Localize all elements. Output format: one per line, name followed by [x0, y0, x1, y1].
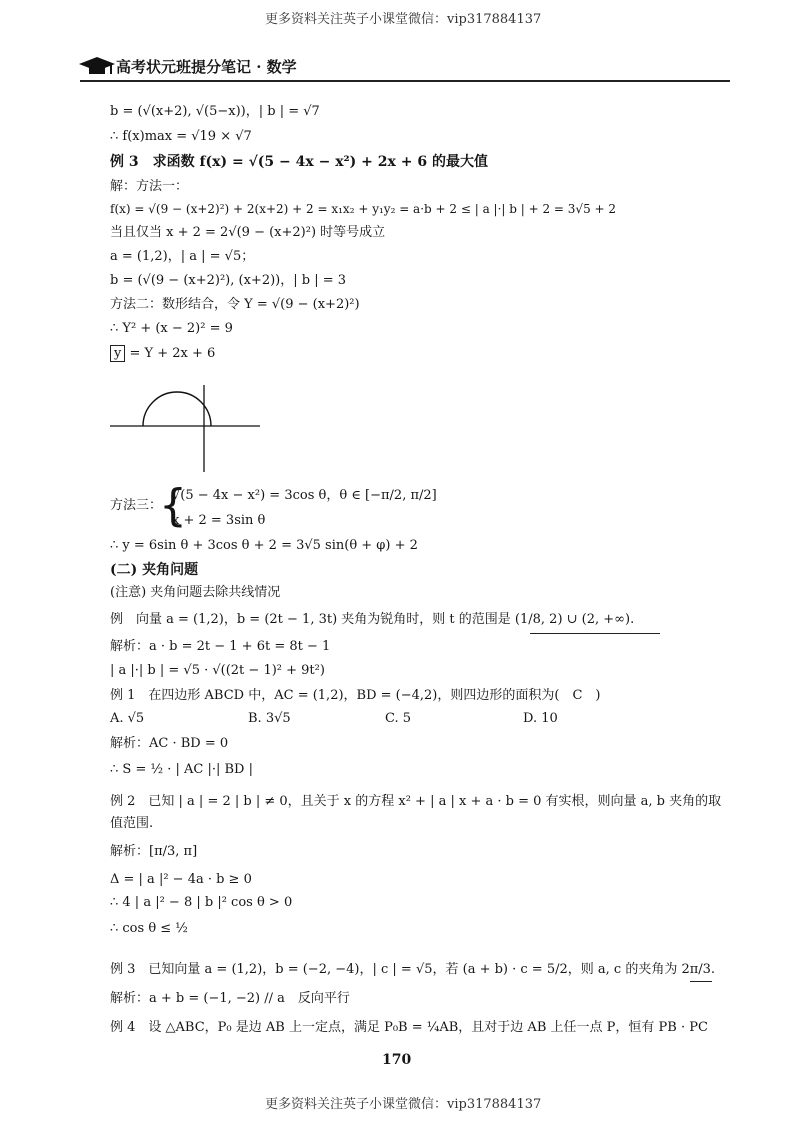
line-4: f(x) = √(9 − (x+2)²) + 2(x+2) + 2 = x₁x₂ + y₁y₂ = a·b + 2 ≤ | a |·| b | + 2 = 3√5 + 2 — [110, 202, 617, 216]
header-rule — [80, 80, 730, 82]
answer-underline-2 — [690, 981, 712, 982]
line-1: b = (√(x+2), √(5−x))，| b | = √7 — [110, 104, 320, 119]
solution-2a: 解析：[π/3, π] — [110, 844, 198, 859]
option-c: C. 5 — [385, 711, 412, 726]
line-5: 当且仅当 x + 2 = 2√(9 − (x+2)²) 时等号成立 — [110, 225, 386, 240]
solution-1b: ∴ S = ½ · | AC |·| BD | — [110, 762, 253, 777]
watermark-top: 更多资料关注英子小课堂微信：vip317884137 — [265, 12, 542, 27]
solution-a-2: | a |·| b | = √5 · √((2t − 1)² + 9t²) — [110, 663, 325, 678]
watermark-bottom: 更多资料关注英子小课堂微信：vip317884137 — [265, 1097, 542, 1112]
solution-a-1: 解析：a · b = 2t − 1 + 6t = 8t − 1 — [110, 639, 331, 654]
line-7: b = (√(9 − (x+2)²), (x+2))，| b | = 3 — [110, 273, 347, 288]
line-10 — [110, 345, 215, 363]
solution-2d: ∴ cos θ ≤ ½ — [110, 921, 188, 936]
semicircle-graph — [105, 380, 265, 475]
example-2: 例 2 已知 | a | = 2 | b | ≠ 0，且关于 x 的方程 x² + | a | x + a · b = 0 有实根，则向量 a, b 夹角的取 — [110, 794, 722, 809]
example-3b: 例 3 已知向量 a = (1,2)，b = (−2, −4)，| c | = √5，若 (a + b) · c = 5/2，则 a, c 的夹角为 2π/3. — [110, 962, 716, 977]
example-1: 例 1 在四边形 ABCD 中，AC = (1,2)，BD = (−4,2)，则四边形的面积为( C ) — [110, 688, 601, 703]
method-3-eq2: x + 2 = 3sin θ — [172, 513, 266, 528]
graduation-cap-icon — [78, 55, 116, 81]
option-b: B. 3√5 — [248, 711, 291, 726]
method-3-label: 方法三： — [110, 498, 163, 513]
line-10-rest: = Y + 2x + 6 — [125, 346, 216, 361]
line-9: ∴ Y² + (x − 2)² = 9 — [110, 321, 233, 336]
page-number: 170 — [382, 1052, 412, 1068]
example-4: 例 4 设 △ABC，P₀ 是边 AB 上一定点，满足 P₀B = ¼AB，且对于边 AB 上任一点 P，恒有 PB · PC — [110, 1020, 708, 1035]
header-title: 高考状元班提分笔记 · 数学 — [116, 58, 297, 76]
example-a: 例 向量 a = (1,2)，b = (2t − 1, 3t) 夹角为锐角时，则 t 的范围是 (1/8, 2) ∪ (2, +∞). — [110, 612, 635, 627]
method-3-eq1: √(5 − 4x − x²) = 3cos θ，θ ∈ [−π/2, π/2] — [172, 488, 437, 503]
example-2-cont: 值范围. — [110, 816, 154, 831]
line-12: ∴ y = 6sin θ + 3cos θ + 2 = 3√5 sin(θ + φ) + 2 — [110, 538, 418, 553]
solution-2b: Δ = | a |² − 4a · b ≥ 0 — [110, 872, 252, 887]
note-line: (注意) 夹角问题去除共线情况 — [110, 585, 281, 600]
solution-2c: ∴ 4 | a |² − 8 | b |² cos θ > 0 — [110, 895, 293, 910]
answer-underline — [530, 633, 660, 634]
section-2-heading: (二) 夹角问题 — [110, 562, 199, 578]
example-3-title: 例 3 求函数 f(x) = √(5 − 4x − x²) + 2x + 6 的最大值 — [110, 154, 488, 170]
method-2-label: 方法二：数形结合，令 Y = √(9 − (x+2)²) — [110, 297, 360, 312]
option-d: D. 10 — [523, 711, 558, 726]
line-6: a = (1,2)，| a | = √5； — [110, 249, 255, 264]
brace-icon: { — [159, 480, 187, 531]
method-1-label: 解：方法一： — [110, 179, 189, 194]
option-a: A. √5 — [110, 711, 145, 726]
solution-3: 解析：a + b = (−1, −2) // a 反向平行 — [110, 991, 350, 1006]
line-2: ∴ f(x)max = √19 × √7 — [110, 129, 252, 144]
solution-1a: 解析：AC · BD = 0 — [110, 736, 229, 751]
boxed-y: y — [110, 345, 125, 362]
semicircle-curve — [143, 392, 211, 426]
